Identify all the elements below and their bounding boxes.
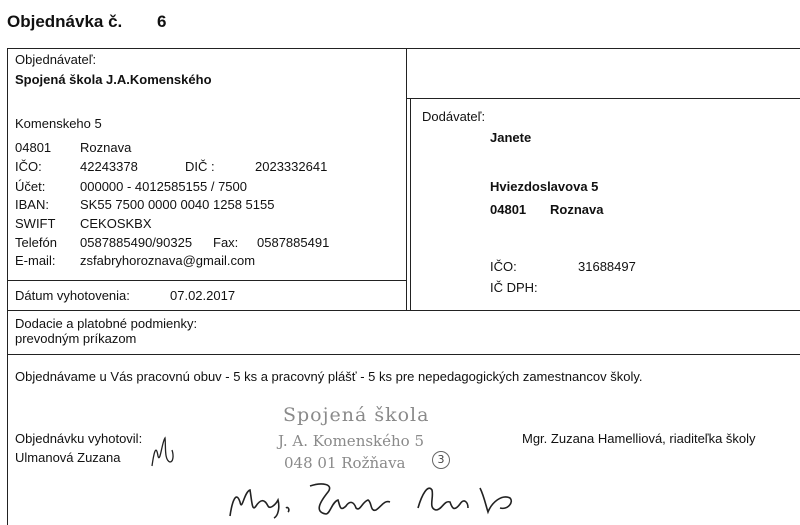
stamp-number: 3 bbox=[432, 451, 450, 469]
buyer-divider-lower bbox=[406, 99, 407, 310]
buyer-iban: SK55 7500 0000 0040 1258 5155 bbox=[80, 197, 275, 212]
buyer-phone: 0587885490/90325 bbox=[80, 235, 193, 250]
supplier-zip: 04801 bbox=[490, 202, 527, 217]
supplier-icdph-label: IČ DPH: bbox=[490, 280, 538, 295]
date-row-top bbox=[7, 280, 407, 281]
supplier-box-top bbox=[406, 98, 800, 99]
buyer-account-label: Účet: bbox=[15, 179, 46, 194]
buyer-zip: 04801 bbox=[15, 140, 52, 155]
order-title: Objednávka č. bbox=[7, 12, 123, 31]
director-name: Mgr. Zuzana Hamelliová, riaditeľka školy bbox=[522, 431, 756, 446]
buyer-email: zsfabryhoroznava@gmail.com bbox=[80, 253, 256, 268]
terms-top bbox=[7, 310, 800, 311]
buyer-label: Objednávateľ: bbox=[15, 52, 97, 67]
signature-text bbox=[0, 0, 7, 1]
buyer-ico: 42243378 bbox=[80, 159, 138, 174]
supplier-street: Hviezdoslavova 5 bbox=[490, 179, 599, 194]
order-number: 6 bbox=[157, 12, 167, 31]
terms-value: prevodným príkazom bbox=[15, 331, 137, 346]
supplier-label: Dodávateľ: bbox=[422, 109, 486, 124]
buyer-account: 000000 - 4012585155 / 7500 bbox=[80, 179, 247, 194]
stamp-line-3: 048 01 Rožňava bbox=[284, 454, 406, 472]
frame-top bbox=[7, 48, 800, 49]
supplier-box-left bbox=[410, 98, 411, 310]
buyer-fax-label: Fax: bbox=[213, 235, 239, 250]
order-text-top bbox=[7, 354, 800, 355]
issued-by-label: Objednávku vyhotovil: bbox=[15, 431, 143, 446]
stamp-line-2: J. A. Komenského 5 bbox=[278, 432, 425, 450]
supplier-name: Janete bbox=[490, 130, 532, 145]
issued-by-name: Ulmanová Zuzana bbox=[15, 450, 121, 465]
buyer-dic-label: DIČ : bbox=[185, 159, 215, 174]
buyer-phone-label: Telefón bbox=[15, 235, 57, 250]
buyer-name: Spojená škola J.A.Komenského bbox=[15, 72, 212, 87]
buyer-dic: 2023332641 bbox=[255, 159, 328, 174]
issuer-initial-signature bbox=[148, 432, 178, 472]
terms-label: Dodacie a platobné podmienky: bbox=[15, 316, 198, 331]
buyer-street: Komenskeho 5 bbox=[15, 116, 102, 131]
stamp-line-1: Spojená škola bbox=[283, 404, 430, 426]
date-value: 07.02.2017 bbox=[170, 288, 236, 303]
buyer-ico-label: IČO: bbox=[15, 159, 42, 174]
supplier-ico-label: IČO: bbox=[490, 259, 517, 274]
buyer-swift-label: SWIFT bbox=[15, 216, 56, 231]
buyer-email-label: E-mail: bbox=[15, 253, 56, 268]
frame-left bbox=[7, 48, 8, 525]
date-label: Dátum vyhotovenia: bbox=[15, 288, 130, 303]
director-signature bbox=[222, 472, 522, 524]
buyer-iban-label: IBAN: bbox=[15, 197, 49, 212]
buyer-city: Roznava bbox=[80, 140, 132, 155]
order-text: Objednávame u Vás pracovnú obuv - 5 ks a pracovný plášť - 5 ks pre nepedagogických zamestnancov školy. bbox=[15, 369, 643, 384]
buyer-fax: 0587885491 bbox=[257, 235, 330, 250]
supplier-ico: 31688497 bbox=[578, 259, 636, 274]
supplier-city: Roznava bbox=[550, 202, 604, 217]
buyer-divider-upper bbox=[406, 48, 407, 99]
buyer-swift: CEKOSKBX bbox=[80, 216, 152, 231]
